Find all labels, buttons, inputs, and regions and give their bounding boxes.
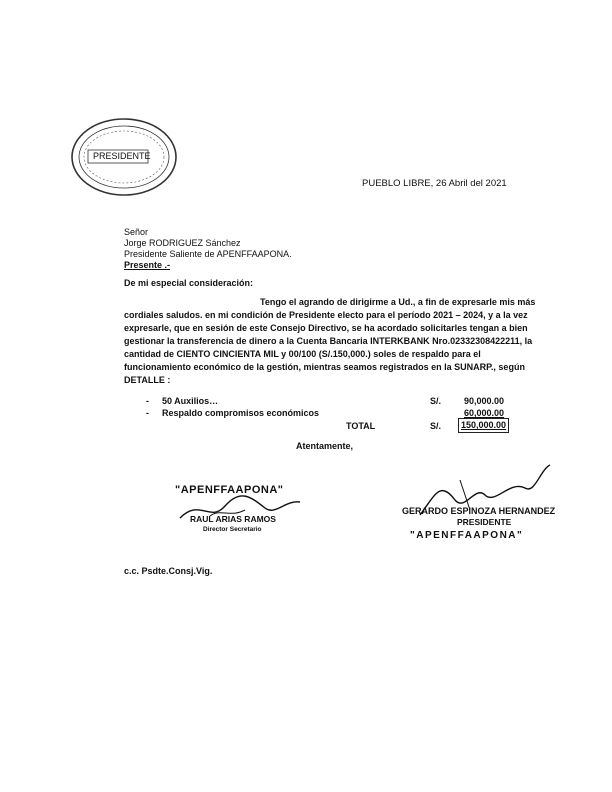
- body-line-3: expresarle, que en sesión de este Consejo Directivo, se ha acordado solicitarles tengan a bien: [124, 323, 528, 333]
- cc-line: c.c. Psdte.Consj.Vig.: [124, 566, 213, 576]
- body-line-4: gestionar la transferencia de dinero a la Cuenta Bancaria INTERKBANK Nro.02332308422211, la: [124, 336, 533, 346]
- greeting: De mi especial consideración:: [124, 278, 254, 288]
- total-label: TOTAL: [346, 421, 376, 431]
- left-signature-role: Director Secretario: [203, 526, 262, 533]
- body-line-1: Tengo el agrando de dirigirme a Ud., a fin de expresarle mis más: [260, 297, 536, 307]
- total-currency: S/.: [430, 421, 442, 431]
- detail-amount: 90,000.00: [464, 396, 505, 406]
- right-signature-name: GERARDO ESPINOZA HERNANDEZ: [402, 506, 556, 516]
- closing: Atentamente,: [296, 441, 354, 451]
- recipient-title: Presidente Saliente de APENFFAAPONA.: [124, 249, 292, 259]
- detail-label: 50 Auxilios…: [162, 396, 219, 406]
- detail-bullet: -: [146, 408, 149, 418]
- detail-label: Respaldo compromisos económicos: [162, 408, 320, 418]
- body-line-5: cantidad de CIENTO CINCIENTA MIL y 00/100 (S/.150,000.) soles de respaldo para el: [124, 349, 481, 359]
- place-date: PUEBLO LIBRE, 26 Abril del 2021: [362, 178, 507, 189]
- right-signature-org: "APENFFAAPONA": [410, 530, 524, 541]
- detail-bullet: -: [146, 396, 149, 406]
- body-line-7: DETALLE :: [124, 375, 171, 385]
- left-signature-org: "APENFFAAPONA": [175, 484, 284, 496]
- recipient-name: Jorge RODRIGUEZ Sánchez: [124, 238, 241, 248]
- left-signature-name: RAUL ARIAS RAMOS: [190, 514, 276, 524]
- detail-amount: 60,000.00: [464, 408, 505, 418]
- body-line-6: funcionamiento económico de la gestión, mientras seamos registrados en la SUNARP., según: [124, 362, 525, 372]
- body-line-2: cordiales saludos. en mi condición de Presidente electo para el período 2021 – 2024, y a la vez: [124, 310, 528, 320]
- right-signature-role: PRESIDENTE: [457, 517, 512, 527]
- presidente-seal: [70, 117, 178, 197]
- detail-currency: S/.: [430, 396, 442, 406]
- presente: Presente .-: [124, 260, 171, 270]
- total-amount: 150,000.00: [458, 418, 509, 433]
- seal-word: PRESIDENTE: [93, 151, 151, 161]
- recipient-salutation: Señor: [124, 227, 149, 237]
